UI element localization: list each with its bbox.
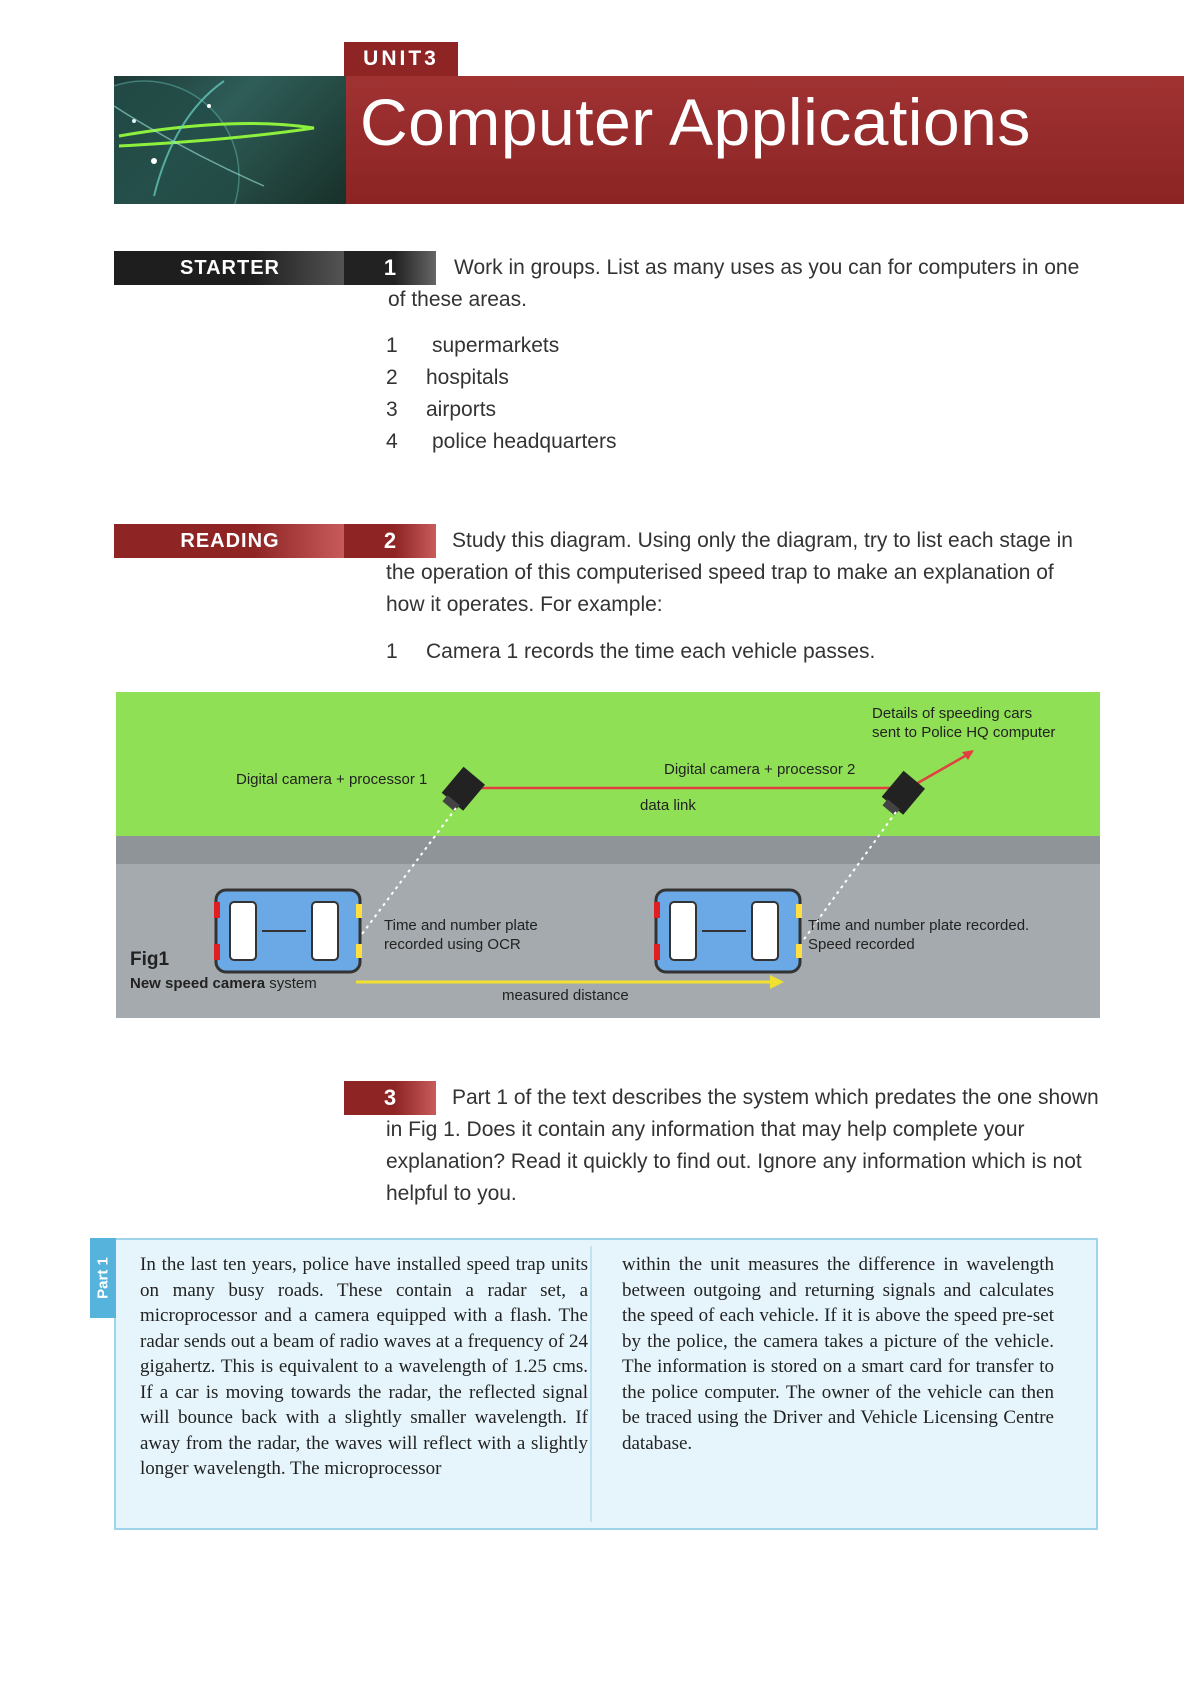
car-2-icon — [654, 890, 802, 972]
data-link-label: data link — [640, 797, 696, 814]
reading-instruction: Study this diagram. Using only the diagram, try to list each stage in the operation of this computerised speed trap to make an explanation of how it operates. For example: — [386, 529, 1073, 616]
task-number-1: 1 — [344, 251, 436, 285]
camera-1-label: Digital camera + processor 1 — [236, 771, 428, 788]
starter-list — [386, 334, 786, 462]
camera-2-label: Digital camera + processor 2 — [664, 761, 856, 778]
starter-label: STARTER — [114, 251, 346, 285]
record-1-label: Time and number plate recorded using OCR — [384, 917, 538, 953]
page-title: Computer Applications — [360, 85, 1031, 159]
text-column-1: In the last ten years, police have installed speed trap units on many busy roads. These contain a radar set, a microprocessor and a camera equipped with a flash. The radar sends out a beam of radio waves at a frequency of 24 gigahertz. This is equivalent to a wavelength of 1.25 cms. If a car is moving towards the radar, the reflected signal will bounce back with a slightly smaller wavelength. If away from the radar, the waves will reflect with a slightly longer wavelength. The microprocessor — [140, 1254, 588, 1479]
part-1-tab: Part 1 — [90, 1238, 116, 1318]
task-number-3: 3 — [344, 1081, 436, 1115]
task3-instruction: Part 1 of the text describes the system which predates the one shown in Fig 1. Does it contain any information that may help complete your explanation? Read it quickly to find out. Ignore any information which is not helpful to you. — [386, 1086, 1099, 1205]
starter-instruction: Work in groups. List as many uses as you can for computers in one of these areas. — [388, 256, 1080, 311]
list-item: 4 police headquarters — [386, 430, 617, 453]
figure-label: Fig1 — [130, 949, 170, 970]
text-column-2: within the unit measures the difference in wavelength between outgoing and returning signals and calculates the speed of each vehicle. If it is above the speed pre-set by the police, the camera takes a picture of the vehicle. The information is stored on a smart card for transfer to the police computer. The owner of the vehicle can then be traced using the Driver and Vehicle Licensing Centre database. — [622, 1254, 1054, 1454]
unit-tab: UNIT3 — [344, 42, 458, 76]
task-number-2: 2 — [344, 524, 436, 558]
banner-image — [114, 76, 346, 204]
list-item: 3 airports — [386, 398, 497, 421]
details-label: Details of speeding cars sent to Police HQ computer — [872, 705, 1056, 741]
reading-example: 1 Camera 1 records the time each vehicle passes. — [386, 640, 876, 663]
car-1-icon — [214, 890, 362, 972]
speed-camera-diagram — [116, 692, 1100, 1018]
measured-distance-label: measured distance — [502, 987, 629, 1004]
globe-graphic — [114, 76, 346, 204]
list-item: 1 supermarkets — [386, 334, 560, 357]
list-item: 2 hospitals — [386, 366, 509, 389]
reading-label: READING — [114, 524, 346, 558]
record-2-label: Time and number plate recorded. Speed recorded — [808, 917, 1030, 953]
figure-caption: New speed camera system — [130, 975, 317, 992]
column-divider — [590, 1246, 592, 1522]
